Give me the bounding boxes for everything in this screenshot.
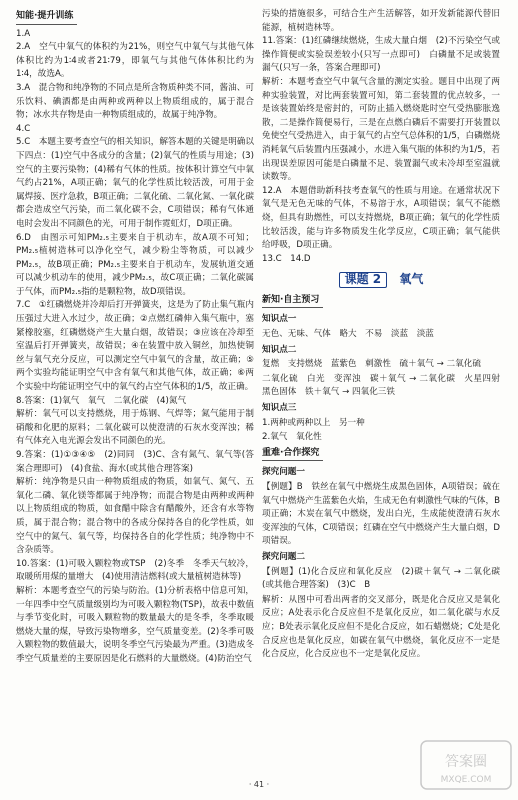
svg-text:MXQE.COM: MXQE.COM (440, 775, 492, 785)
right-column (262, 8, 509, 662)
answer-item: 13.C 14.D (262, 253, 311, 264)
kp2-line: 二氧化硫 白光 变浑浊 碳＋氧气 → 二氧化碳 火星四射 黑色固体 铁＋氧气 → 四氧化三铁 (262, 373, 509, 398)
kp3-line: 2.氧气 氧化性 (262, 432, 322, 443)
ex1-text: 【例题】B 铁丝在氧气中燃烧生成黑色固体，A项错误；硫在氧气中燃烧产生蓝紫色火焰，生成无色有刺激性气味的气体，B项正确；木炭在氧气中燃烧，发出白光，生成能使澄清石灰水变浑浊的气体，C项错误；红磷在空气中燃烧产生大量白烟，D项错误。 (262, 482, 500, 547)
preview-title: 新知·自主预习 (262, 294, 323, 309)
lesson-number: 课题 2 (339, 272, 388, 288)
answer-item: 5.C 本题主要考查空气的相关知识，解答本题的关键是明确以下四点：(1)空气中各成分的含量；(2)氧气的性质与用途；(3)空气的主要污染物；(4)稀有气体的性质。按体积计算空气中氧气约占21%，A项正确；氧气的化学性质比较活泼，可用于金属焊接、医疗急救，B项正确；二氧化硫、二氧化氮、一氧化碳都会造成空气污染，而二氧化碳不会，C项错误；稀有气体通电时会发出不同颜色的光，可用于制作霓虹灯，D项正确。 (16, 137, 254, 229)
ex2-title: 探究问题二 (262, 551, 305, 562)
answer-item: 1.A (16, 28, 31, 39)
left-items (16, 28, 254, 667)
kp2-line: 复燃 支持燃烧 蓝紫色 刺激性 硫＋氧气 → 二氧化硫 (262, 359, 481, 370)
answer-item: 11.答案：(1)红磷继续燃烧，生成大量白烟 (2)不污染空气或操作简便或实验误差较小(只写一点即可) 白磷量不足或装置漏气(只写一条，答案合理即可) (262, 36, 500, 74)
answer-item: 2.A 空气中氧气的体积约为21%，则空气中氧气与其他气体体积比约为1∶4或者21∶79，即氧气与其他气体体积比约为1∶4，故选A。 (16, 42, 254, 80)
kp2-title: 知识点二 (262, 344, 297, 355)
page-number: · 41 · (248, 780, 270, 789)
lesson-title: 氧气 (399, 272, 424, 287)
answer-item: 12.A 本题借助新科技考查氧气的性质与用途。在通常状况下氧气是无色无味的气体，不易溶于水，A项错误；氧气不能燃烧，但具有助燃性，可以支持燃烧，B项正确；氧气的化学性质比较活泼，能与许多物质发生化学反应，C项正确；氧气能供给呼吸，D项正确。 (262, 185, 500, 251)
lesson-heading (262, 272, 500, 288)
answer-item: 污染的措施很多，可结合生产生活解答，如开发新能源代替旧能源，植树造林等。 (262, 9, 500, 33)
answer-item: 8.答案：(1)氧气 氧气 二氧化碳 (4)氮气 (16, 395, 187, 406)
explore-title: 重难·合作探究 (262, 447, 323, 462)
svg-text:答案圈: 答案圈 (445, 754, 487, 770)
answer-item: 解析：纯净物是只由一种物质组成的物质，如氧气、氮气、五氧化二磷、氧化镁等都属于纯净物；而混合物是由两种或两种以上物质组成的物质，如食醋中除含有醋酸外，还含有水等物质，属于混合物；混合物中的各成分保持各自的化学性质，如空气中的氮气、氧气等，均保持各自的化学性质；纯净物中不含杂质等。 (16, 477, 254, 556)
answer-item: 7.C ①红磷燃烧并冷却后打开弹簧夹，这是为了防止集气瓶内压强过大进入水过少，故正确；②点燃红磷伸入集气瓶中，塞紧橡胶塞，红磷燃烧产生大量白烟，故错误；③应该在冷却至室温后打开弹簧夹，故错误；④在装置中放入铜丝，加热使铜丝与氧气充分反应，可以测定空气中氧气的含量，故正确；⑤两个实验均能证明空气中含有氧气和其他气体，故正确；⑥两个实验中均能证明空气中的氧气约占空气体积的1/5，故正确。 (16, 300, 254, 393)
kp1-title: 知识点一 (262, 314, 297, 325)
watermark-logo (420, 740, 512, 790)
answer-item: 6.D 由图示可知PM₂.₅主要来自于机动车，故A项不可知；PM₂.₅植树造林可以净化空气，减少粉尘等物质，可以减少PM₂.₅，故B项正确；PM₂.₅主要来自于机动车，发展轨道交通可以减少机动车的使用，减少PM₂.₅，故C项正确；二氧化碳属于气体，而PM₂.₅指的是颗粒物，故D项错误。 (16, 232, 254, 297)
ex2-analysis: 解析：从图中可看出两者的交叉部分，既是化合反应又是氧化反应；A处表示化合反应但不是氧化反应，如二氧化碳与水反应；B处表示氧化反应但不是化合反应，如石蜡燃烧；C处是化合反应也是氧化反应，如碳在氧气中燃烧，氧化反应不一定是化合反应，化合反应也不一定是氧化反应。 (262, 594, 500, 660)
kp3-title: 知识点三 (262, 403, 297, 414)
left-column (16, 8, 254, 667)
answer-item: 解析：氧气可以支持燃烧，用于炼钢、气焊等；氮气能用于制硝酸和化肥的原料；二氧化碳可以使澄清的石灰水变浑浊；稀有气体充入电光源会发出不同颜色的光。 (16, 409, 254, 447)
ex1-title: 探究问题一 (262, 467, 305, 478)
answer-item: 3.A 混合物和纯净物的不同点是所含物质种类不同，酱油、可乐饮料、碘酒都是由两种或两种以上物质组成的，属于混合物；冰水共存物是由一种物质组成的，故属于纯净物。 (16, 82, 254, 121)
answer-item: 解析：本题考查空气中氧气含量的测定实验。题目中出现了两种实验装置，对比两套装置可知，第二套装置的优点较多，一是该装置始终是密封的，可防止插入燃烧匙时空气受热膨胀逸散，二是操作简便易行，三是在点燃白磷后不需要打开装置以免使空气受热进入，由于氧气约占空气总体积的1/5，白磷燃烧消耗氧气后装置内压强减小，水进入集气瓶的体积约为1/5，若出现误差原因可能是白磷量不足、装置漏气或未冷却至室温就读数等。 (262, 76, 500, 183)
section-title: 知能·提升训练 (16, 10, 77, 25)
answer-item: 4.C (16, 123, 31, 134)
right-items (262, 8, 500, 266)
kp1-line: 无色、无味、气体 略大 不易 淡蓝 淡蓝 (262, 329, 434, 340)
answer-item: 9.答案：(1)①③④⑤ (2)同同 (3)C、含有氮气、氧气等(答案合理即可) (4)食盐、海水(或其他合理答案) (16, 450, 254, 474)
kp3-line: 1.两种或两种以上 另一种 (262, 417, 365, 428)
ex2-text: 【例题】(1)化合反应和氧化反应 (2)碳＋氧气 → 二氧化碳(或其他合理答案) (3)C B (262, 566, 500, 591)
answer-item: 10.答案：(1)可吸入颗粒物或TSP (2)冬季 冬季天气较冷，取暖所用煤的量增大 (4)使用清洁燃料(或大量植树造林等) (16, 558, 254, 583)
answer-item: 解析：本题考查空气的污染与防治。(1)分析表格中信息可知，一年四季中空气质量级别均为可吸入颗粒物(TSP)，故表中数值与季节变化时，可吸入颗粒物的数量最大的是冬季，冬季取暖燃烧大量的煤，导致污染物增多，空气质量变差。(2)冬季可吸入颗粒物的数值最大，说明冬季空气污染最为严重。(3)造成冬季空气质量差的主要原因是化石燃料的大量燃烧。(4)防治空气 (16, 585, 254, 664)
